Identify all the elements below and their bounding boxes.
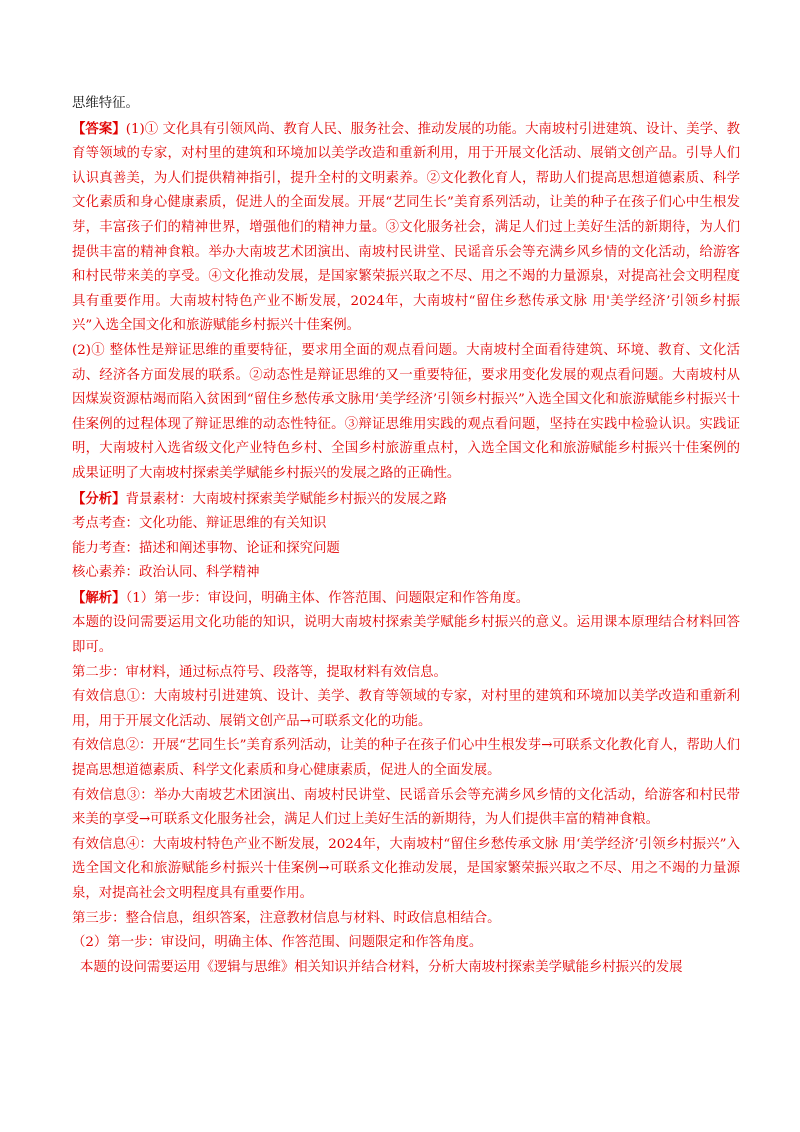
analysis-points: 考点考查：文化功能、辩证思维的有关知识 [72, 516, 327, 532]
answer-part1-text: (1)① 文化具有引领风尚、教育人民、服务社会、推动发展的功能。大南坡村引进建筑、设计、美学、教育等领域的专家，对村里的建筑和环境加以美学改造和重新利用，用于开展文化活动、展销文创产品。引导人们认识真善美，为人们提供精神指引，提升全村的文明素养。②文化教化育人，帮助人们提高思想道德素质、科学文化素质和身心健康素质，促进人的全面发展。开展“艺同生长”美育系列活动，让美的种子在孩子们心中生根发芽，丰富孩子们的精神世界，增强他们的精神力量。③文化服务社会，满足人们过上美好生活的新期待，为人们提供丰富的精神食粮。举办大南坡艺术团演出、南坡村民讲堂、民谣音乐会等充满乡风乡情的文化活动，给游客和村民带来美的享受。④文化推动发展，是国家繁荣振兴取之不尽、用之不竭的力量源泉，对提高社会文明程度具有重要作用。大南坡村特色产业不断发展，2024年，大南坡村“留住乡愁传承文脉 用'美学经济’引领乡村振兴”入选全国文化和旅游赋能乡村振兴十佳案例。 [72, 121, 740, 334]
explanation-info3: 有效信息③：举办大南坡艺术团演出、南坡村民讲堂、民谣音乐会等充满乡风乡情的文化活动，给游客和村民带来美的享受→可联系文化服务社会，满足人们过上美好生活的新期待，为人们提供丰富的精神食粮。 [72, 787, 740, 828]
explanation-info2: 有效信息②：开展“艺同生长”美育系列活动，让美的种子在孩子们心中生根发芽→可联系文化教化育人，帮助人们提高思想道德素质、科学文化素质和身心健康素质，促进人的全面发展。 [72, 738, 740, 779]
explanation-info4: 有效信息④：大南坡村特色产业不断发展，2024年，大南坡村“留住乡愁传承文脉 用‘美学经济’引领乡村振兴”入选全国文化和旅游赋能乡村振兴十佳案例→可联系文化推动发展，是国家繁荣振兴取之不尽、用之不竭的力量源泉，对提高社会文明程度具有重要作用。 [72, 836, 740, 901]
explanation-step1-q2: （2）第一步：审设问，明确主体、作答范围、问题限定和作答角度。 [72, 935, 483, 951]
explanation-step1-q1-text: （1）第一步：审设问，明确主体、作答范围、问题限定和作答角度。 [125, 590, 530, 606]
answer-tag: 【答案】 [72, 120, 126, 137]
analysis-literacy: 核心素养：政治认同、科学精神 [72, 565, 260, 581]
analysis-background-text: 背景素材：大南坡村探索美学赋能乡村振兴的发展之路 [125, 491, 447, 507]
document-page [72, 92, 740, 980]
explanation-tag: 【解析】 [72, 589, 126, 606]
explanation-step1-q1 [72, 586, 740, 612]
analysis-ability: 能力考查：描述和阐述事物、论证和探究问题 [72, 540, 340, 556]
analysis-background [72, 487, 740, 513]
explanation-q2-intro: 本题的设问需要运用《逻辑与思维》相关知识并结合材料，分析大南坡村探索美学赋能乡村振兴的发展 [80, 959, 683, 975]
answer-part1 [72, 117, 740, 339]
explanation-step2: 第二步：审材料，通过标点符号、段落等，提取材料有效信息。 [72, 664, 447, 680]
explanation-step3: 第三步：整合信息，组织答案，注意教材信息与材料、时政信息相结合。 [72, 910, 501, 926]
answer-part2: (2)① 整体性是辩证思维的重要特征，要求用全面的观点看问题。大南坡村全面看待建筑、环境、教育、文化活动、经济各方面发展的联系。②动态性是辩证思维的又一重要特征，要求用变化发展的观点看问题。大南坡村从因煤炭资源枯竭而陷入贫困到“留住乡愁传承文脉用‘美学经济’引领乡村振兴”入选全国文化和旅游赋能乡村振兴十佳案例的过程体现了辩证思维的动态性特征。③辩证思维用实践的观点看问题，坚持在实践中检验认识。实践证明，大南坡村入选省级文化产业特色乡村、全国乡村旅游重点村，入选全国文化和旅游赋能乡村振兴十佳案例的成果证明了大南坡村探索美学赋能乡村振兴的发展之路的正确性。 [72, 342, 740, 481]
explanation-q1-intro: 本题的设问需要运用文化功能的知识，说明大南坡村探索美学赋能乡村振兴的意义。运用课本原理结合材料回答即可。 [72, 615, 740, 656]
analysis-tag: 【分析】 [72, 490, 126, 507]
explanation-info1: 有效信息①：大南坡村引进建筑、设计、美学、教育等领域的专家，对村里的建筑和环境加以美学改造和重新利用，用于开展文化活动、展销文创产品→可联系文化的功能。 [72, 689, 740, 729]
top-line: 思维特征。 [72, 96, 139, 111]
